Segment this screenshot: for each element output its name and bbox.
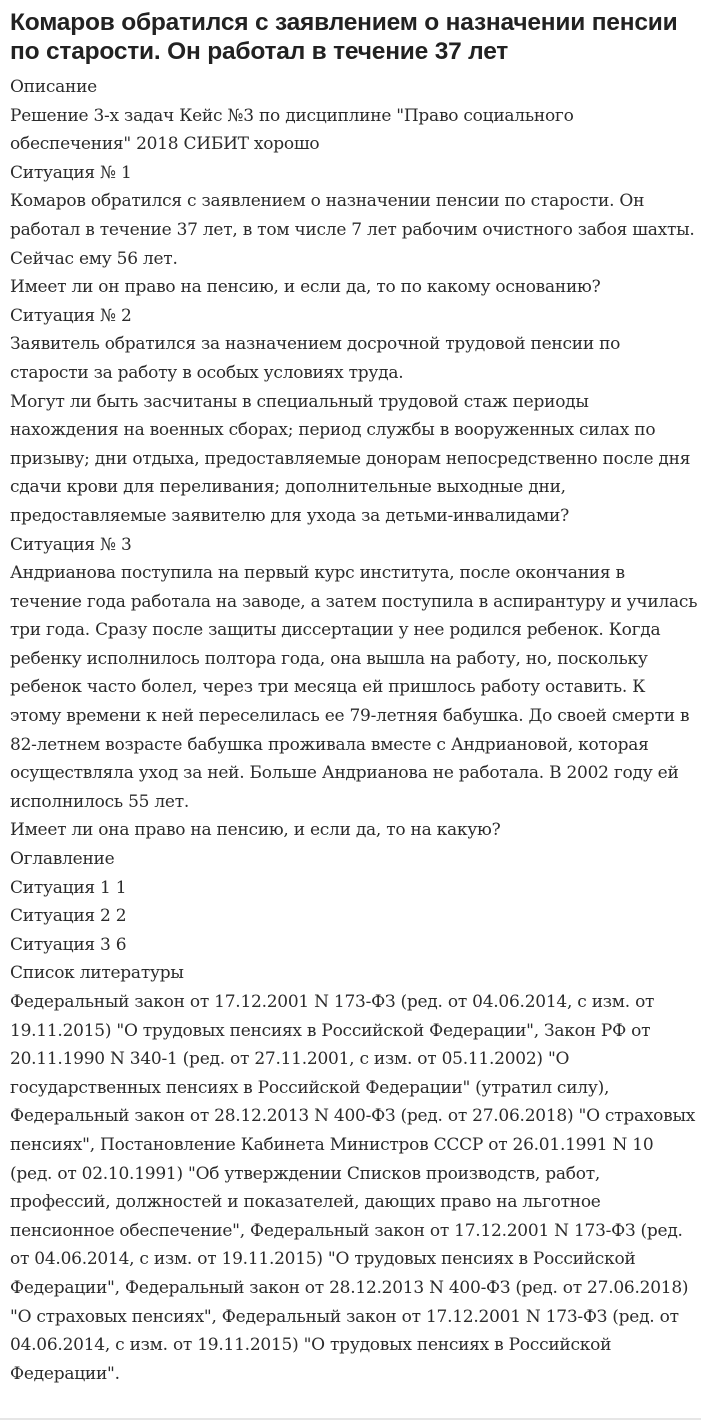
document-page	[10, 8, 698, 1388]
description-text: Решение 3-х задач Кейс №3 по дисциплине "Право социального обеспечения" 2018 СИБИТ хорошо	[10, 105, 574, 155]
document-content	[10, 73, 698, 1388]
toc-item: Ситуация 3 6	[10, 934, 127, 955]
situation-2-question: Могут ли быть засчитаны в специальный трудовой стаж периоды нахождения на военных сборах; период службы в вооруженных силах по призыву; дни отдыха, предоставляемые донорам непосредственно после дня сдачи крови для переливания; дополнительные выходные дни, предоставляемые заявителю для ухода за детьми-инвалидами?	[10, 391, 691, 526]
situation-1-question: Имеет ли он право на пенсию, и если да, то по какому основанию?	[10, 277, 601, 298]
bottom-divider	[0, 1418, 701, 1420]
situation-2-heading: Ситуация № 2	[10, 305, 132, 326]
situation-3-text: Андрианова поступила на первый курс института, после окончания в течение года работала на заводе, а затем поступила в аспирантуру и училась три года. Сразу после защиты диссертации у нее родился ребенок. Когда ребенку исполнилось полтора года, она вышла на работу, но, поскольку ребенок часто болел, через три месяца ей пришлось работу оставить. К этому времени к ней переселилась ее 79-летняя бабушка. До своей смерти в 82-летнем возрасте бабушка проживала вместе с Андриановой, которая осуществляла уход за ней. Больше Андрианова не работала. В 2002 году ей исполнилось 55 лет.	[10, 563, 698, 812]
situation-1-text: Комаров обратился с заявлением о назначении пенсии по старости. Он работал в течение 37 лет, в том числе 7 лет рабочим очистного забоя шахты. Сейчас ему 56 лет.	[10, 191, 695, 269]
toc-item: Ситуация 2 2	[10, 906, 127, 927]
situation-2-text: Заявитель обратился за назначением досрочной трудовой пенсии по старости за работу в особых условиях труда.	[10, 334, 621, 383]
literature-text: Федеральный закон от 17.12.2001 N 173-ФЗ (ред. от 04.06.2014, с изм. от 19.11.2015) "О трудовых пенсиях в Российской Федерации", Закон РФ от 20.11.1990 N 340-1 (ред. от 27.11.2001, с изм. от 05.11.2002) "О государственных пенсиях в Российской Федерации" (утратил силу), Федеральный закон от 28.12.2013 N 400-ФЗ (ред. от 27.06.2018) "О страховых пенсиях", Постановление Кабинета Министров СССР от 26.01.1991 N 10 (ред. от 02.10.1991) "Об утверждении Списков производств, работ, профессий, должностей и показателей, дающих право на льготное пенсионное обеспечение", Федеральный закон от 17.12.2001 N 173-ФЗ (ред. от 04.06.2014, с изм. от 19.11.2015) "О трудовых пенсиях в Российской Федерации", Федеральный закон от 28.12.2013 N 400-ФЗ (ред. от 27.06.2018) "О страховых пенсиях", Федеральный закон от 17.12.2001 N 173-ФЗ (ред. от 04.06.2014, с изм. от 19.11.2015) "О трудовых пенсиях в Российской Федерации".	[10, 992, 696, 1384]
page-title: Комаров обратился с заявлением о назначении пенсии по старости. Он работал в течение 37 лет	[10, 9, 678, 65]
toc-item: Ситуация 1 1	[10, 877, 127, 898]
toc-heading: Оглавление	[10, 849, 115, 870]
situation-3-heading: Ситуация № 3	[10, 534, 132, 555]
literature-heading: Список литературы	[10, 963, 184, 984]
situation-3-question: Имеет ли она право на пенсию, и если да, то на какую?	[10, 820, 501, 841]
description-heading: Описание	[10, 77, 97, 97]
situation-1-heading: Ситуация № 1	[10, 162, 132, 183]
